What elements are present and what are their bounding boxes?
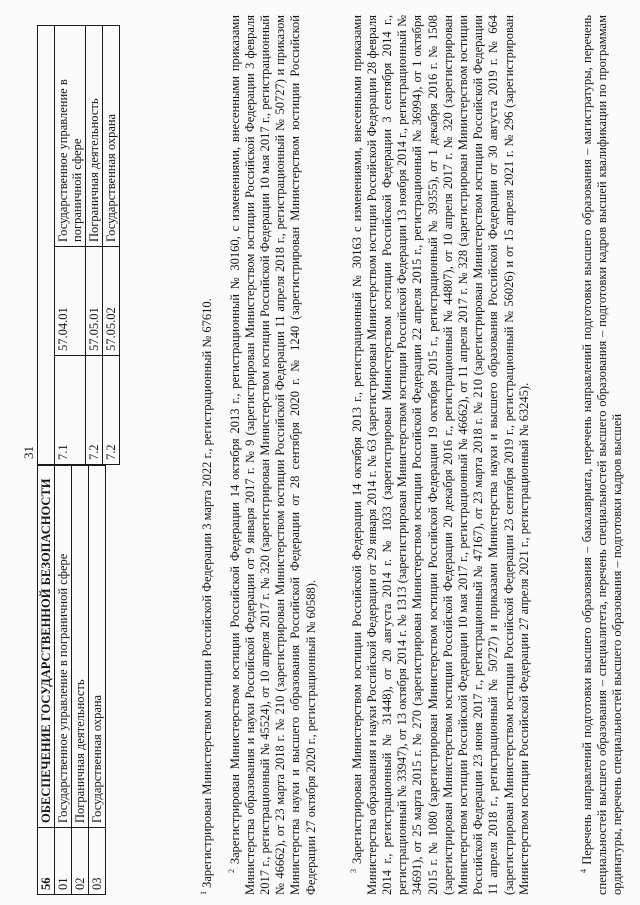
right-table [37, 25, 120, 465]
footnote-4 [576, 15, 626, 895]
table-row [103, 26, 120, 465]
table-header-row [38, 466, 55, 895]
table-row [55, 26, 86, 465]
table-row [86, 26, 103, 465]
footnote-mark: 1 [198, 891, 208, 895]
row-code: 57.04.01 [55, 247, 86, 356]
row-code: 03 [89, 828, 106, 895]
row-code: 01 [55, 828, 72, 895]
row-num: 7.2 [103, 356, 120, 465]
footnote-text: Зарегистрирован Министерством юстиции Российской Федерации 14 октября 2013 г., регистрационный № 30163 с изменениями, внесенными приказами Министерства образования и науки Российской Федерации от 29 января 2014 г. № 63 (зарегистрирован Министерством юстиции Российской Федерации 28 февраля 2014 г., регистрационный № 31448), от 20 августа 2014 г. № 1033 (зарегистрирован Министерством юстиции Российской Федерации 3 сентября 2014 г., регистрационный № 33947), от 13 октября 2014 г. № 1313 (зарегистрирован Министерством юстиции Российской Федерации 13 ноября 2014 г., регистрационный № 34691), от 25 марта 2015 г. № 270 (зарегистрирован Министерством юстиции Российской Федерации 22 апреля 2015 г., регистрационный № 36994), от 1 октября 2015 г. № 1080 (зарегистрирован Министерством юстиции Российской Федерации 19 октября 2015 г., регистрационный № 39355), от 1 декабря 2016 г. № 1508 (зарегистрирован Министерством юстиции Российской Федерации 20 декабря 2016 г., регистрационный № 44807), от 10 апреля 2017 г. № 320 (зарегистрирован Министерством юстиции Российской Федерации 10 мая 2017 г., регистрационный № 46662), от 11 апреля 2017 г. № 328 (зарегистрирован Министерством юстиции Российской Федерации 23 июня 2017 г., регистрационный № 47167), от 23 марта 2018 г. № 210 (зарегистрирован Министерством юстиции Российской Федерации 11 апреля 2018 г., регистрационный № 50727) и приказами Министерства науки и высшего образования Российской Федерации от 30 августа 2019 г. № 664 (зарегистрирован Министерством юстиции Российской Федерации 23 сентября 2019 г., регистрационный № 56026) и от 15 апреля 2021 г. № 296 (зарегистрирован Министерством юстиции Российской Федерации 27 апреля 2021 г., регистрационный № 63245). [349, 14, 531, 895]
footnote-mark: 3 [348, 869, 358, 873]
header-code: 56 [38, 828, 55, 895]
footnote-1 [196, 15, 215, 895]
left-table [37, 465, 106, 895]
row-code: 02 [72, 828, 89, 895]
footnote-mark: 4 [578, 869, 588, 873]
table-row [55, 466, 72, 895]
row-name: Государственное управление в пограничной сфере [55, 466, 72, 828]
row-num: 7.2 [86, 356, 103, 465]
row-num: 7.1 [55, 356, 86, 465]
footnote-text: Зарегистрирован Министерством юстиции Российской Федерации 3 марта 2022 г., регистрационный № 67610. [199, 298, 214, 888]
table-row [72, 466, 89, 895]
footnote-mark: 2 [226, 869, 236, 873]
footnote-3 [346, 15, 533, 895]
row-name: Пограничная деятельность [72, 466, 89, 828]
row-code: 57.05.02 [103, 247, 120, 356]
table-header-row [38, 26, 55, 465]
row-code: 57.05.01 [86, 247, 103, 356]
header-title: ОБЕСПЕЧЕНИЕ ГОСУДАРСТВЕННОЙ БЕЗОПАСНОСТИ [38, 466, 55, 828]
row-name: Государственная охрана [103, 26, 120, 247]
footnote-text: Зарегистрирован Министерством юстиции Российской Федерации 14 октября 2013 г., регистрационный № 30160, с изменениями, внесенными приказами Министерства образования и науки Российской Федерации от 9 января 2017 г. № 9 (зарегистрирован Министерством юстиции Российской Федерации 3 февраля 2017 г., регистрационный № 45524), от 10 апреля 2017 г. № 320 (зарегистрирован Министерством юстиции Российской Федерации 10 мая 2017 г., регистрационный № 46662), от 23 марта 2018 г. № 210 (зарегистрирован Министерством юстиции Российской Федерации 11 апреля 2018 г., регистрационный № 50727) и приказом Министерства науки и высшего образования Российской Федерации от 28 сентября 2020 г. № 1240 (зарегистрирован Министерством юстиции Российской Федерации 27 октября 2020 г., регистрационный № 60588). [227, 15, 318, 895]
row-name: Государственная охрана [89, 466, 106, 828]
footnote-2 [224, 15, 319, 895]
rotated-content [15, 10, 625, 895]
page-number: 31 [21, 446, 36, 459]
row-name: Государственное управление в пограничной сфере [55, 26, 86, 247]
footnote-text: Перечень направлений подготовки высшего образования – бакалавриата, перечень направлений подготовки высшего образования – магистратуры, перечень специальностей высшего образования – специалитета, перечень специальностей высшего образования – подготовки кадров высшей квалификации по программам ординатуры, перечень специальностей высшего образования – подготовки кадров высшей [579, 15, 625, 895]
row-name: Пограничная деятельность [86, 26, 103, 247]
table-row [89, 466, 106, 895]
header-spacer [38, 26, 55, 465]
